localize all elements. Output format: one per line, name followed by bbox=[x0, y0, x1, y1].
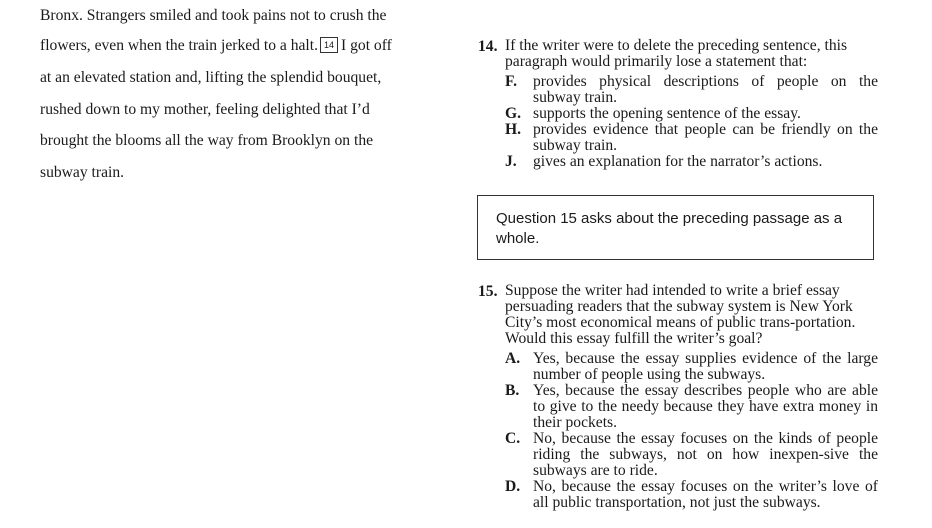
option-text: No, because the essay focuses on the kinds of people riding the subways, not on how inexpen-sive the subways are to ride. bbox=[533, 430, 878, 479]
passage-line bbox=[40, 36, 392, 56]
answer-option-g[interactable] bbox=[505, 106, 878, 122]
option-letter: C. bbox=[505, 430, 521, 447]
option-text: provides physical descriptions of people on the subway train. bbox=[533, 73, 878, 106]
question-stem: If the writer were to delete the preceding sentence, this paragraph would primarily lose a statement that: bbox=[505, 37, 848, 70]
passage-line: at an elevated station and, lifting the splendid bouquet, bbox=[40, 69, 382, 86]
answer-option-c[interactable] bbox=[505, 431, 878, 479]
option-letter: A. bbox=[505, 350, 521, 367]
option-text: Yes, because the essay describes people who are able to give to the needy because they have extra money in their pockets. bbox=[533, 382, 878, 431]
passage-line: brought the blooms all the way from Brooklyn on the bbox=[40, 132, 374, 149]
option-text: provides evidence that people can be friendly on the subway train. bbox=[533, 121, 878, 154]
passage-note-box: Question 15 asks about the preceding passage as a whole. bbox=[477, 195, 874, 260]
answer-option-a[interactable] bbox=[505, 351, 878, 383]
option-text: gives an explanation for the narrator’s actions. bbox=[533, 153, 823, 170]
option-letter: D. bbox=[505, 478, 521, 495]
passage-line: rushed down to my mother, feeling delighted that I’d bbox=[40, 101, 370, 118]
answer-option-b[interactable] bbox=[505, 383, 878, 431]
question-14 bbox=[478, 38, 878, 170]
passage-line-text: flowers, even when the train jerked to a halt. bbox=[40, 37, 318, 54]
question-marker-box: 14 bbox=[320, 37, 338, 53]
option-letter: F. bbox=[505, 73, 517, 90]
answer-option-f[interactable] bbox=[505, 74, 878, 106]
question-stem: Suppose the writer had intended to write a brief essay persuading readers that the subway system is New York City’s most economical means of public trans-portation. Would this essay fulfill the writer’s goal? bbox=[505, 282, 856, 347]
option-letter: H. bbox=[505, 121, 522, 138]
answer-option-h[interactable] bbox=[505, 122, 878, 154]
option-text: Yes, because the essay supplies evidence of the large number of people using the subways. bbox=[533, 350, 878, 383]
question-number: 15. bbox=[478, 283, 498, 300]
question-number: 14. bbox=[478, 38, 498, 55]
option-letter: B. bbox=[505, 382, 520, 399]
option-text: supports the opening sentence of the essay. bbox=[533, 105, 801, 122]
answer-options bbox=[478, 351, 878, 511]
answer-option-d[interactable] bbox=[505, 479, 878, 511]
passage-line-text: I got off bbox=[341, 37, 392, 54]
question-15 bbox=[478, 283, 878, 511]
answer-options bbox=[478, 74, 878, 170]
answer-option-j[interactable] bbox=[505, 154, 878, 170]
option-text: No, because the essay focuses on the writer’s love of all public transportation, not just the subways. bbox=[533, 478, 878, 511]
passage-line: subway train. bbox=[40, 164, 125, 181]
option-letter: G. bbox=[505, 105, 522, 122]
passage-line: Bronx. Strangers smiled and took pains not to crush the bbox=[40, 7, 387, 24]
option-letter: J. bbox=[505, 153, 517, 170]
